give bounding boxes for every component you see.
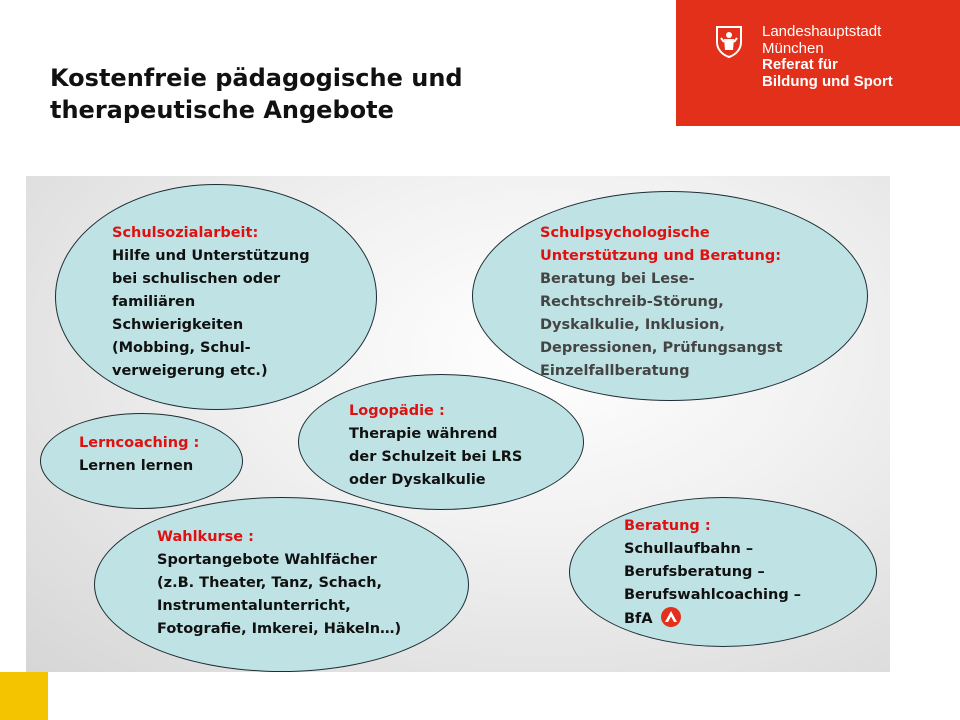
body-beratung-text: Schullaufbahn – Berufsberatung – Berufswahlcoaching – BfA	[624, 541, 802, 627]
bubble-text-schulsozialarbeit	[112, 222, 310, 383]
logo-line-2: München	[762, 39, 824, 57]
logo-line-3: Referat für	[762, 56, 838, 73]
heading-schulsozialarbeit: Schulsozialarbeit:	[112, 225, 259, 241]
bubble-text-lerncoaching	[79, 432, 199, 478]
heading-schulpsychologie: Schulpsychologische Unterstützung und Beratung:	[540, 225, 781, 264]
logo-line-4: Bildung und Sport	[762, 72, 893, 90]
page-title: Kostenfreie pädagogische und therapeutische Angebote	[50, 64, 463, 124]
munich-coat-of-arms-icon	[716, 26, 742, 58]
body-logopaedie: Therapie während der Schulzeit bei LRS oder Dyskalkulie	[349, 426, 523, 488]
heading-wahlkurse: Wahlkurse :	[157, 529, 254, 545]
body-beratung	[624, 538, 801, 631]
body-schulpsychologie: Beratung bei Lese- Rechtschreib-Störung, Dyskalkulie, Inklusion, Depressionen, Prüfungsangst Einzelfallberatung	[540, 271, 783, 379]
bundesagentur-logo-icon	[661, 607, 681, 627]
logo-line-1: Landeshauptstadt	[762, 23, 882, 40]
bubble-text-wahlkurse	[157, 526, 401, 641]
bubble-text-logopaedie	[349, 400, 522, 492]
corner-accent	[0, 672, 48, 720]
heading-lerncoaching: Lerncoaching :	[79, 435, 200, 451]
bubble-text-beratung	[624, 515, 801, 631]
body-wahlkurse: Sportangebote Wahlfächer (z.B. Theater, Tanz, Schach, Instrumentalunterricht, Fotografie, Imkerei, Häkeln…)	[157, 552, 402, 637]
heading-beratung: Beratung :	[624, 518, 711, 534]
heading-logopaedie: Logopädie :	[349, 403, 445, 419]
logo-header	[676, 0, 960, 126]
body-lerncoaching: Lernen lernen	[79, 458, 194, 474]
body-schulsozialarbeit: Hilfe und Unterstützung bei schulischen oder familiären Schwierigkeiten (Mobbing, Schul- verweigerung etc.)	[112, 248, 310, 379]
bubble-text-schulpsychologie	[540, 222, 783, 383]
logo-text	[762, 24, 893, 90]
